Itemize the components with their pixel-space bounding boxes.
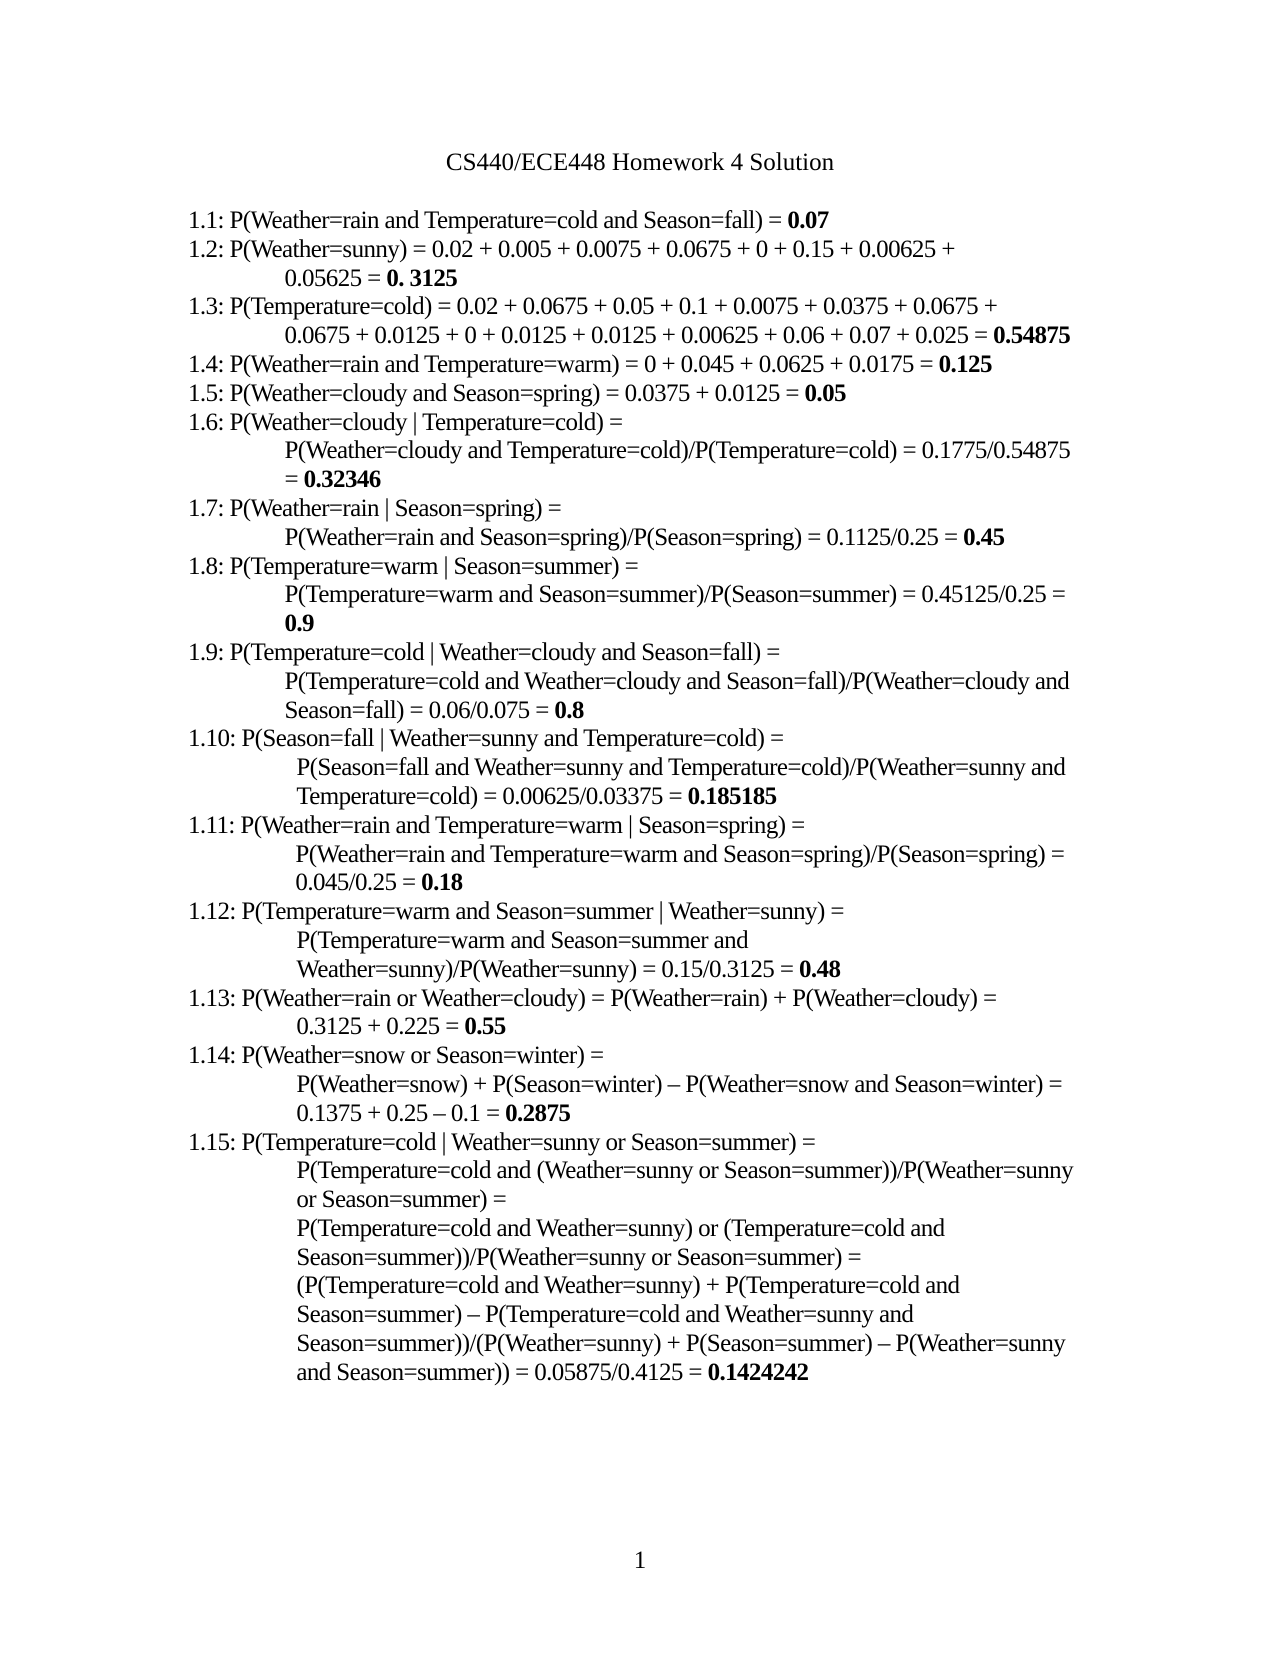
problem-item bbox=[188, 812, 1088, 898]
solution-text: 0.05625 = bbox=[284, 264, 387, 292]
problem-item bbox=[188, 898, 1088, 984]
solution-line bbox=[229, 581, 1088, 610]
solution-text: or Season=summer) = bbox=[296, 1186, 507, 1214]
problem-item bbox=[188, 553, 1088, 639]
solution-text: P(Weather=snow) + P(Season=winter) – P(Weather=snow and Season=winter) = bbox=[296, 1070, 1063, 1098]
problem-item bbox=[188, 1042, 1088, 1128]
solution-text: P(Weather=rain and Season=spring)/P(Season=spring) = 0.1125/0.25 = bbox=[284, 523, 964, 551]
solution-line bbox=[229, 524, 1088, 553]
solution-text: Season=summer))/P(Weather=sunny or Season=summer) = bbox=[296, 1243, 861, 1271]
solution-text: P(Weather=snow or Season=winter) = bbox=[241, 1042, 604, 1070]
solution-answer: 0.48 bbox=[799, 955, 841, 983]
problem-number: 1.13: bbox=[188, 984, 242, 1012]
solution-text: Season=summer))/(P(Weather=sunny) + P(Season=summer) – P(Weather=sunny bbox=[296, 1330, 1066, 1358]
solution-line bbox=[229, 639, 1088, 668]
solution-line bbox=[229, 351, 1088, 380]
solution-line bbox=[229, 293, 1088, 322]
solution-line bbox=[241, 1215, 1088, 1244]
solution-text: P(Weather=rain and Temperature=cold and Season=fall) = bbox=[229, 207, 788, 234]
solution-text: P(Season=fall | Weather=sunny and Temperature=cold) = bbox=[241, 725, 784, 753]
solution-line bbox=[241, 725, 1088, 754]
problem-number: 1.7: bbox=[188, 494, 230, 522]
solution-text: P(Temperature=warm | Season=summer) = bbox=[229, 552, 639, 580]
solution-line bbox=[229, 236, 1088, 265]
problem-item bbox=[188, 639, 1088, 725]
problem-number: 1.4: bbox=[188, 350, 230, 378]
solution-line bbox=[229, 265, 1088, 294]
solution-answer: 0.54875 bbox=[993, 322, 1071, 350]
problem-number: 1.2: bbox=[188, 235, 230, 263]
solution-answer: 0. 3125 bbox=[386, 264, 458, 292]
solution-answer: 0.185185 bbox=[687, 782, 777, 810]
solution-text: P(Season=fall and Weather=sunny and Temperature=cold)/P(Weather=sunny and bbox=[296, 754, 1066, 782]
solution-answer: 0.18 bbox=[421, 869, 463, 897]
solution-line bbox=[241, 898, 1088, 927]
solution-text: P(Weather=sunny) = 0.02 + 0.005 + 0.0075 + 0.0675 + 0 + 0.15 + 0.00625 + bbox=[229, 235, 955, 263]
solution-line bbox=[241, 927, 1088, 956]
solution-answer: 0.07 bbox=[787, 207, 829, 234]
page-number: 1 bbox=[633, 1547, 647, 1574]
solution-line bbox=[229, 380, 1088, 409]
problem-solution bbox=[241, 985, 1088, 1043]
solution-text: 0.0675 + 0.0125 + 0 + 0.0125 + 0.0125 + 0.00625 + 0.06 + 0.07 + 0.025 = bbox=[284, 322, 994, 350]
page-title: CS440/ECE448 Homework 4 Solution bbox=[445, 149, 835, 176]
solution-text: P(Weather=cloudy and Temperature=cold)/P(Temperature=cold) = 0.1775/0.54875 bbox=[284, 437, 1071, 465]
solution-line bbox=[229, 437, 1088, 466]
problem-solution bbox=[229, 293, 1088, 351]
solution-line bbox=[229, 610, 1088, 639]
problem-solution bbox=[229, 351, 1088, 380]
solution-text: P(Temperature=cold and Weather=sunny) or (Temperature=cold and bbox=[296, 1214, 945, 1242]
solution-line bbox=[241, 1272, 1088, 1301]
problem-solution bbox=[241, 1129, 1088, 1388]
solution-line bbox=[241, 754, 1088, 783]
solution-answer: 0.8 bbox=[554, 696, 584, 724]
solution-answer: 0.125 bbox=[938, 350, 992, 378]
problem-solution bbox=[229, 639, 1088, 725]
solution-text: P(Temperature=cold and Weather=cloudy and Season=fall)/P(Weather=cloudy and bbox=[284, 667, 1070, 695]
solution-line bbox=[240, 812, 1088, 841]
problem-solution bbox=[241, 898, 1088, 984]
solution-text: P(Weather=rain and Temperature=warm | Season=spring) = bbox=[240, 811, 805, 839]
problem-number: 1.10: bbox=[188, 725, 242, 753]
problem-list bbox=[188, 207, 1088, 1388]
solution-text: Season=fall) = 0.06/0.075 = bbox=[284, 696, 555, 724]
problem-number: 1.15: bbox=[188, 1128, 242, 1156]
solution-text: 0.3125 + 0.225 = bbox=[296, 1013, 465, 1041]
solution-line bbox=[229, 495, 1088, 524]
solution-line bbox=[241, 1330, 1088, 1359]
problem-number: 1.1: bbox=[188, 207, 230, 234]
solution-line bbox=[241, 1244, 1088, 1273]
solution-line bbox=[229, 466, 1088, 495]
solution-text: P(Temperature=warm and Season=summer | Weather=sunny) = bbox=[241, 898, 844, 926]
problem-solution bbox=[229, 553, 1088, 639]
solution-text: P(Weather=rain and Temperature=warm) = 0 + 0.045 + 0.0625 + 0.0175 = bbox=[229, 350, 939, 378]
problem-solution bbox=[229, 207, 1088, 236]
problem-number: 1.3: bbox=[188, 293, 230, 321]
solution-text: P(Weather=cloudy and Season=spring) = 0.0375 + 0.0125 = bbox=[229, 379, 805, 407]
solution-text: P(Temperature=cold and (Weather=sunny or Season=summer))/P(Weather=sunny bbox=[296, 1157, 1073, 1185]
solution-text: Weather=sunny)/P(Weather=sunny) = 0.15/0.3125 = bbox=[296, 955, 799, 983]
solution-line bbox=[241, 985, 1088, 1014]
solution-text: 0.045/0.25 = bbox=[295, 869, 422, 897]
solution-text: P(Weather=rain or Weather=cloudy) = P(Weather=rain) + P(Weather=cloudy) = bbox=[241, 984, 997, 1012]
solution-answer: 0.45 bbox=[963, 523, 1005, 551]
problem-solution bbox=[241, 725, 1088, 811]
solution-line bbox=[229, 668, 1088, 697]
solution-text: P(Weather=rain | Season=spring) = bbox=[229, 494, 562, 522]
problem-item bbox=[188, 351, 1088, 380]
solution-line bbox=[241, 1301, 1088, 1330]
solution-line bbox=[241, 1100, 1088, 1129]
problem-number: 1.14: bbox=[188, 1042, 242, 1070]
problem-number: 1.8: bbox=[188, 552, 230, 580]
problem-number: 1.9: bbox=[188, 638, 230, 666]
solution-answer: 0.9 bbox=[284, 610, 314, 638]
problem-solution bbox=[229, 409, 1088, 495]
problem-item bbox=[188, 409, 1088, 495]
solution-text: 0.1375 + 0.25 – 0.1 = bbox=[296, 1099, 506, 1127]
problem-solution bbox=[229, 380, 1088, 409]
solution-text: P(Temperature=warm and Season=summer)/P(Season=summer) = 0.45125/0.25 = bbox=[284, 581, 1066, 609]
solution-line bbox=[241, 783, 1088, 812]
solution-line bbox=[229, 409, 1088, 438]
problem-solution bbox=[241, 1042, 1088, 1128]
problem-item bbox=[188, 236, 1088, 294]
solution-line bbox=[241, 956, 1088, 985]
solution-text: P(Temperature=warm and Season=summer and bbox=[296, 926, 748, 954]
solution-text: and Season=summer)) = 0.05875/0.4125 = bbox=[296, 1358, 708, 1386]
solution-answer: 0.32346 bbox=[303, 466, 381, 494]
solution-text: P(Temperature=cold) = 0.02 + 0.0675 + 0.05 + 0.1 + 0.0075 + 0.0375 + 0.0675 + bbox=[229, 293, 998, 321]
solution-answer: 0.55 bbox=[464, 1013, 506, 1041]
problem-item bbox=[188, 380, 1088, 409]
solution-line bbox=[241, 1186, 1088, 1215]
problem-solution bbox=[229, 495, 1088, 553]
solution-line bbox=[240, 841, 1088, 870]
problem-item bbox=[188, 985, 1088, 1043]
problem-number: 1.11: bbox=[188, 811, 241, 839]
solution-answer: 0.2875 bbox=[505, 1099, 571, 1127]
solution-text: P(Weather=rain and Temperature=warm and Season=spring)/P(Season=spring) = bbox=[295, 840, 1065, 868]
problem-solution bbox=[240, 812, 1088, 898]
problem-item bbox=[188, 293, 1088, 351]
solution-text: P(Weather=cloudy | Temperature=cold) = bbox=[229, 408, 623, 436]
solution-line bbox=[241, 1042, 1088, 1071]
solution-line bbox=[241, 1071, 1088, 1100]
solution-line bbox=[229, 322, 1088, 351]
problem-solution bbox=[229, 236, 1088, 294]
solution-line bbox=[229, 553, 1088, 582]
solution-line bbox=[229, 207, 1088, 236]
problem-item bbox=[188, 495, 1088, 553]
solution-line bbox=[229, 697, 1088, 726]
solution-line bbox=[241, 1359, 1088, 1388]
solution-line bbox=[240, 869, 1088, 898]
problem-number: 1.6: bbox=[188, 408, 230, 436]
solution-text: Season=summer) – P(Temperature=cold and Weather=sunny and bbox=[296, 1301, 914, 1329]
solution-text: Temperature=cold) = 0.00625/0.03375 = bbox=[296, 782, 688, 810]
solution-line bbox=[241, 1129, 1088, 1158]
solution-text: = bbox=[284, 466, 304, 494]
problem-item bbox=[188, 207, 1088, 236]
problem-item bbox=[188, 725, 1088, 811]
solution-text: P(Temperature=cold | Weather=cloudy and Season=fall) = bbox=[229, 638, 780, 666]
solution-line bbox=[241, 1013, 1088, 1042]
problem-number: 1.12: bbox=[188, 898, 242, 926]
solution-answer: 0.1424242 bbox=[707, 1358, 809, 1386]
problem-item bbox=[188, 1129, 1088, 1388]
solution-text: P(Temperature=cold | Weather=sunny or Season=summer) = bbox=[241, 1128, 816, 1156]
solution-answer: 0.05 bbox=[804, 379, 846, 407]
solution-line bbox=[241, 1157, 1088, 1186]
problem-number: 1.5: bbox=[188, 379, 230, 407]
solution-text: (P(Temperature=cold and Weather=sunny) + P(Temperature=cold and bbox=[296, 1272, 960, 1300]
